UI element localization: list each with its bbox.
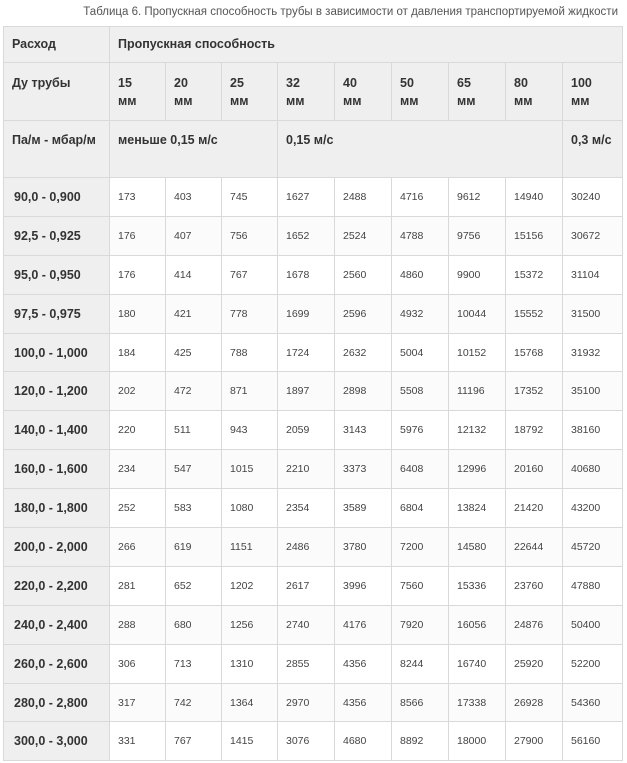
table-cell: 15768 [506,333,563,372]
table-cell: 15372 [506,255,563,294]
diameter-unit: мм [400,94,419,108]
table-row [4,605,623,644]
table-cell: 2210 [278,450,335,489]
table-cell: 943 [222,411,278,450]
table-cell: 1897 [278,372,335,411]
table-cell: 2855 [278,644,335,683]
table-cell: 15552 [506,294,563,333]
row-label: 200,0 - 2,000 [4,528,110,567]
table-cell: 20160 [506,450,563,489]
row-label: 280,0 - 2,800 [4,683,110,722]
table-cell: 331 [110,722,166,761]
row-label: 160,0 - 1,600 [4,450,110,489]
table-cell: 414 [166,255,222,294]
header-diameter-label: Ду трубы [4,63,110,121]
table-cell: 511 [166,411,222,450]
table-cell: 2059 [278,411,335,450]
table-cell: 680 [166,605,222,644]
table-cell: 25920 [506,644,563,683]
table-cell: 11196 [449,372,506,411]
header-diameter-3 [278,63,335,121]
table-cell: 30672 [563,216,623,255]
diameter-value: 100 [571,76,592,90]
header-diameter-2 [222,63,278,121]
table-cell: 17338 [449,683,506,722]
table-cell: 176 [110,255,166,294]
table-row [4,372,623,411]
table-cell: 47880 [563,566,623,605]
table-cell: 3996 [335,566,392,605]
table-cell: 4356 [335,644,392,683]
table-row [4,450,623,489]
table-cell: 2560 [335,255,392,294]
table-cell: 16056 [449,605,506,644]
table-cell: 2970 [278,683,335,722]
table-cell: 4356 [335,683,392,722]
table-cell: 5976 [392,411,449,450]
table-cell: 583 [166,489,222,528]
table-cell: 5004 [392,333,449,372]
table-cell: 1202 [222,566,278,605]
table-cell: 317 [110,683,166,722]
table-row [4,489,623,528]
diameter-unit: мм [230,94,249,108]
header-diameter-4 [335,63,392,121]
table-cell: 306 [110,644,166,683]
header-diameter-0 [110,63,166,121]
header-row-flow [4,27,623,63]
table-cell: 742 [166,683,222,722]
table-cell: 767 [222,255,278,294]
table-cell: 1015 [222,450,278,489]
table-cell: 9612 [449,178,506,217]
table-cell: 252 [110,489,166,528]
row-label: 92,5 - 0,925 [4,216,110,255]
table-cell: 18792 [506,411,563,450]
table-row [4,294,623,333]
header-flow-label: Расход [4,27,110,63]
table-row [4,566,623,605]
table-cell: 1256 [222,605,278,644]
capacity-table [3,26,623,761]
header-diameter-1 [166,63,222,121]
table-cell: 2486 [278,528,335,567]
table-cell: 266 [110,528,166,567]
table-row [4,178,623,217]
table-cell: 3143 [335,411,392,450]
table-row [4,528,623,567]
table-cell: 9756 [449,216,506,255]
header-diameter-7 [506,63,563,121]
table-cell: 2632 [335,333,392,372]
table-cell: 1310 [222,644,278,683]
table-row [4,722,623,761]
table-cell: 1415 [222,722,278,761]
diameter-unit: мм [514,94,533,108]
table-cell: 2596 [335,294,392,333]
row-label: 120,0 - 1,200 [4,372,110,411]
table-cell: 7200 [392,528,449,567]
table-cell: 1699 [278,294,335,333]
table-cell: 38160 [563,411,623,450]
table-cell: 180 [110,294,166,333]
header-diameter-6 [449,63,506,121]
table-cell: 24876 [506,605,563,644]
table-row [4,333,623,372]
table-cell: 31104 [563,255,623,294]
table-cell: 184 [110,333,166,372]
header-diameter-8 [563,63,623,121]
table-cell: 1627 [278,178,335,217]
table-cell: 31500 [563,294,623,333]
table-cell: 403 [166,178,222,217]
table-row [4,411,623,450]
header-capacity-label: Пропускная способность [110,27,623,63]
table-cell: 472 [166,372,222,411]
table-cell: 15336 [449,566,506,605]
header-speed-high: 0,3 м/с [563,121,623,178]
table-cell: 13824 [449,489,506,528]
table-cell: 1678 [278,255,335,294]
table-row [4,216,623,255]
table-cell: 12132 [449,411,506,450]
table-caption: Таблица 6. Пропускная способность трубы в зависимости от давления транспортируемой жидкости [83,6,618,18]
table-cell: 50400 [563,605,623,644]
table-cell: 27900 [506,722,563,761]
table-cell: 2617 [278,566,335,605]
table-cell: 3373 [335,450,392,489]
table-cell: 652 [166,566,222,605]
row-label: 260,0 - 2,600 [4,644,110,683]
row-label: 95,0 - 0,950 [4,255,110,294]
table-cell: 288 [110,605,166,644]
table-cell: 778 [222,294,278,333]
diameter-unit: мм [286,94,305,108]
row-label: 140,0 - 1,400 [4,411,110,450]
row-label: 90,0 - 0,900 [4,178,110,217]
header-speed-mid: 0,15 м/с [278,121,563,178]
diameter-unit: мм [571,94,590,108]
table-cell: 756 [222,216,278,255]
table-cell: 4932 [392,294,449,333]
table-cell: 407 [166,216,222,255]
table-cell: 10044 [449,294,506,333]
table-cell: 220 [110,411,166,450]
table-cell: 16740 [449,644,506,683]
table-cell: 713 [166,644,222,683]
table-row [4,644,623,683]
table-cell: 21420 [506,489,563,528]
header-row-diameter [4,63,623,121]
table-cell: 421 [166,294,222,333]
diameter-value: 25 [230,76,244,90]
table-cell: 26928 [506,683,563,722]
table-cell: 3076 [278,722,335,761]
table-cell: 8892 [392,722,449,761]
table-cell: 15156 [506,216,563,255]
table-cell: 4176 [335,605,392,644]
table-cell: 7560 [392,566,449,605]
header-pressure-label: Па/м - мбар/м [4,121,110,178]
diameter-value: 50 [400,76,414,90]
table-cell: 2354 [278,489,335,528]
table-cell: 10152 [449,333,506,372]
table-cell: 788 [222,333,278,372]
table-cell: 202 [110,372,166,411]
table-row [4,255,623,294]
table-cell: 3589 [335,489,392,528]
table-cell: 17352 [506,372,563,411]
table-cell: 30240 [563,178,623,217]
table-cell: 1652 [278,216,335,255]
table-cell: 9900 [449,255,506,294]
row-label: 97,5 - 0,975 [4,294,110,333]
table-cell: 767 [166,722,222,761]
table-cell: 2524 [335,216,392,255]
table-cell: 173 [110,178,166,217]
table-cell: 2898 [335,372,392,411]
table-cell: 12996 [449,450,506,489]
table-cell: 1080 [222,489,278,528]
table-cell: 2740 [278,605,335,644]
table-cell: 1724 [278,333,335,372]
diameter-value: 40 [343,76,357,90]
diameter-value: 80 [514,76,528,90]
table-cell: 745 [222,178,278,217]
table-cell: 22644 [506,528,563,567]
diameter-value: 20 [174,76,188,90]
table-cell: 6408 [392,450,449,489]
table-cell: 14580 [449,528,506,567]
diameter-value: 65 [457,76,471,90]
table-cell: 4680 [335,722,392,761]
table-cell: 5508 [392,372,449,411]
table-cell: 176 [110,216,166,255]
table-cell: 4716 [392,178,449,217]
diameter-unit: мм [118,94,137,108]
diameter-unit: мм [174,94,193,108]
table-cell: 547 [166,450,222,489]
table-cell: 3780 [335,528,392,567]
table-cell: 6804 [392,489,449,528]
table-cell: 1151 [222,528,278,567]
row-label: 180,0 - 1,800 [4,489,110,528]
table-cell: 7920 [392,605,449,644]
table-cell: 54360 [563,683,623,722]
table-cell: 52200 [563,644,623,683]
diameter-value: 15 [118,76,132,90]
table-cell: 2488 [335,178,392,217]
diameter-unit: мм [343,94,362,108]
table-cell: 1364 [222,683,278,722]
table-cell: 4788 [392,216,449,255]
row-label: 240,0 - 2,400 [4,605,110,644]
row-label: 220,0 - 2,200 [4,566,110,605]
header-row-speed [4,121,623,178]
table-cell: 31932 [563,333,623,372]
row-label: 300,0 - 3,000 [4,722,110,761]
table-cell: 35100 [563,372,623,411]
row-label: 100,0 - 1,000 [4,333,110,372]
diameter-unit: мм [457,94,476,108]
table-cell: 8244 [392,644,449,683]
table-cell: 18000 [449,722,506,761]
table-cell: 281 [110,566,166,605]
table-cell: 45720 [563,528,623,567]
table-cell: 8566 [392,683,449,722]
header-speed-low: меньше 0,15 м/с [110,121,278,178]
table-row [4,683,623,722]
header-diameter-5 [392,63,449,121]
table-cell: 14940 [506,178,563,217]
table-cell: 23760 [506,566,563,605]
table-cell: 56160 [563,722,623,761]
table-cell: 234 [110,450,166,489]
table-cell: 619 [166,528,222,567]
table-cell: 871 [222,372,278,411]
table-cell: 4860 [392,255,449,294]
diameter-value: 32 [286,76,300,90]
table-cell: 43200 [563,489,623,528]
table-cell: 40680 [563,450,623,489]
table-cell: 425 [166,333,222,372]
